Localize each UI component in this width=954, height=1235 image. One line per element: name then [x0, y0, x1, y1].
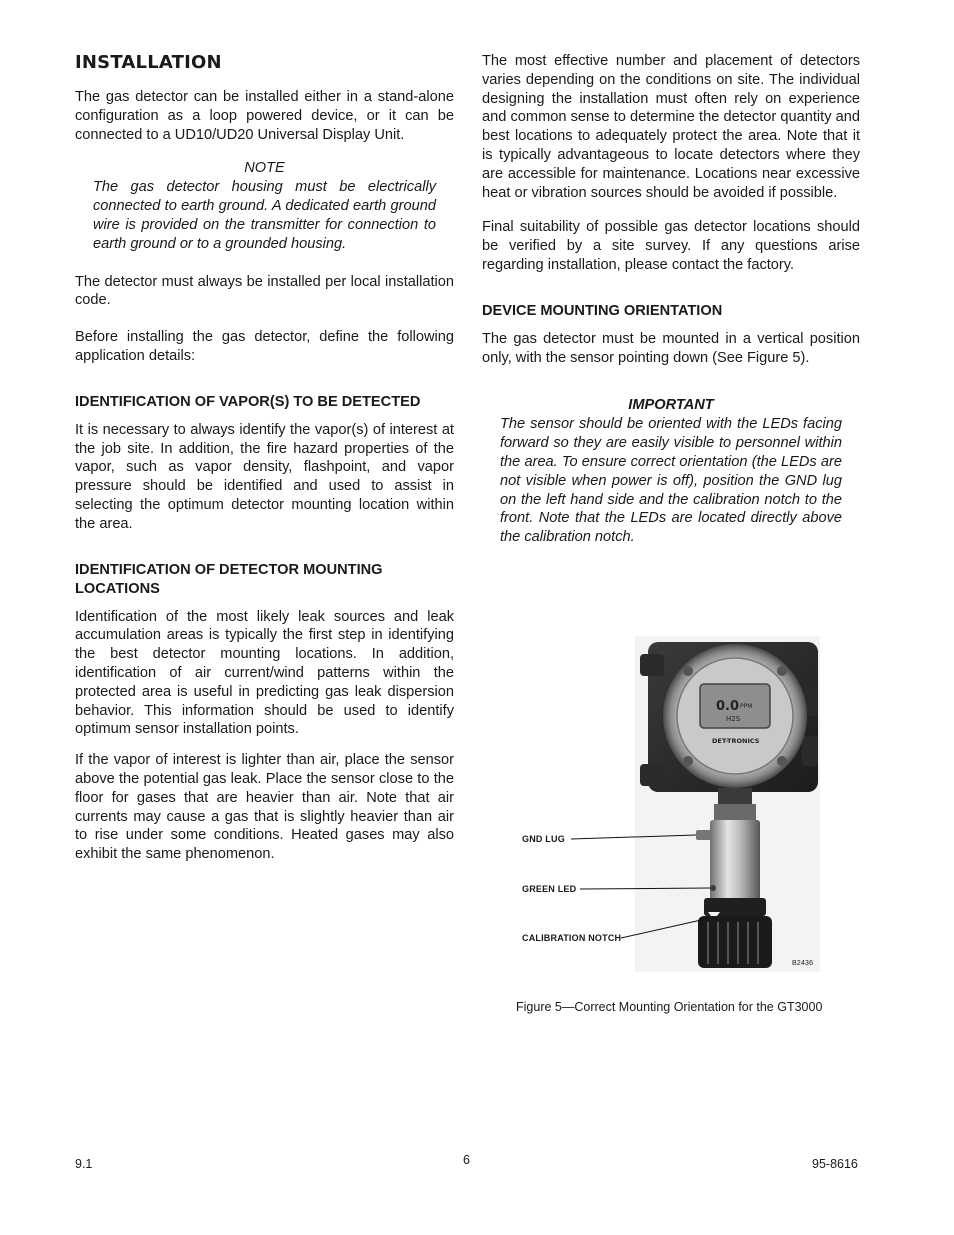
callout-gnd-lug: GND LUG [522, 834, 565, 844]
sensor-cap [698, 916, 772, 968]
section-heading-installation: INSTALLATION [75, 52, 222, 73]
paragraph-installation-code: The detector must always be installed per local installation code. [75, 273, 454, 309]
green-led [710, 885, 716, 891]
note-box [93, 159, 436, 253]
gnd-lug [696, 830, 712, 840]
right-column [482, 52, 860, 547]
display-sub: H2S [726, 715, 741, 723]
gas-detector-illustration [520, 636, 820, 972]
important-title: IMPORTANT [628, 397, 714, 414]
paragraph-vapor-identification: It is necessary to always identify the vapor(s) of interest at the job site. In addition, the fire hazard properties of the vapor, such as vapor density, flashpoint, and vapor pressure should be identified and used to assist in selecting the optimum detector mounting location within the area. [75, 421, 454, 532]
paragraph-effective-placement: The most effective number and placement of detectors varies depending on the conditions on site. The individual designing the installation must often rely on experience and common sense to determine the detector quantity and best locations to adequately protect the area. Note that it is typically advantageous to locate detectors where they are accessible for maintenance. Locations near excessive heat or vibration sources should be avoided if possible. [482, 53, 860, 201]
callout-calibration-notch: CALIBRATION NOTCH [522, 933, 622, 943]
display-value: 0.0 [716, 699, 740, 714]
figure-gt3000-orientation [520, 636, 820, 972]
paragraph-lighter-than-air: If the vapor of interest is lighter than air, place the sensor above the potential gas leak. Place the sensor close to the floor for gases that are heavier than air. Note that air currents may cause a gas that is slightly heavier than air to rise under some conditions. Heated gases may also exhibit the same phenomenon. [75, 752, 454, 863]
heading-mounting-orientation: DEVICE MOUNTING ORIENTATION [482, 302, 723, 319]
callout-green-led: GREEN LED [522, 884, 577, 894]
heading-mounting-locations: IDENTIFICATION OF DETECTOR MOUNTING LOCATIONS [75, 561, 383, 597]
paragraph-mounting-orientation: The gas detector must be mounted in a vertical position only, with the sensor pointing down (See Figure 5). [482, 330, 860, 366]
heading-vapor-identification: IDENTIFICATION OF VAPOR(S) TO BE DETECTED [75, 393, 421, 410]
footer-revision: 9.1 [75, 1157, 93, 1171]
footer-document-number: 95-8616 [812, 1157, 858, 1171]
page-number: 6 [463, 1153, 470, 1167]
left-column [75, 52, 454, 864]
important-text: The sensor should be oriented with the LEDs facing forward so they are easily visible to personnel within the area. To ensure correct orientation (the LEDs are not visible when power is off), position the GND lug on the left hand side and the calibration notch to the front. Note that the LEDs are located directly above the calibration notch. [500, 416, 842, 546]
important-box [500, 396, 842, 547]
note-text: The gas detector housing must be electrically connected to earth ground. A dedicated earth ground wire is provided on the transmitter for connection to earth ground or to a grounded housing. [93, 179, 436, 252]
paragraph-intro: The gas detector can be installed either in a stand-alone configuration as a loop powered device, or it can be connected to a UD10/UD20 Universal Display Unit. [75, 89, 454, 143]
paragraph-final-suitability: Final suitability of possible gas detector locations should be verified by a site survey. If any questions arise regarding installation, please contact the factory. [482, 219, 860, 273]
figure-code: B2436 [792, 960, 814, 967]
sensor-body [710, 820, 760, 906]
note-title: NOTE [244, 160, 285, 177]
paragraph-application-details: Before installing the gas detector, define the following application details: [75, 329, 454, 364]
figure-caption: Figure 5—Correct Mounting Orientation for the GT3000 [516, 1000, 823, 1014]
brand-label: DET-TRONICS [712, 737, 760, 745]
paragraph-mounting-locations: Identification of the most likely leak sources and leak accumulation areas is typically the first step in identifying the best detector mounting locations. In addition, identification of air current/wind patterns within the protected area is useful in predicting gas leak dispersion behavior. This information should be used to identify optimum sensor installation points. [75, 608, 454, 738]
display-unit: PPM [740, 703, 753, 710]
